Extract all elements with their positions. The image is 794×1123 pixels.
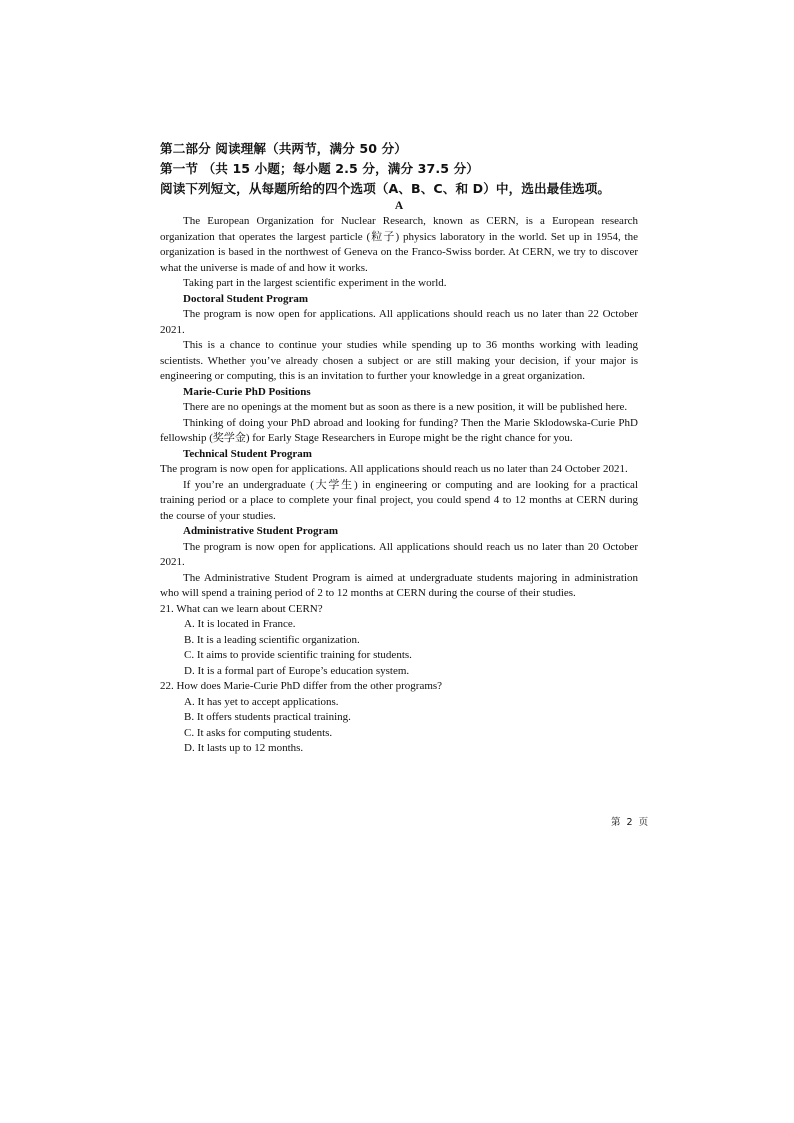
instructions: 阅读下列短文，从每题所给的四个选项（A、B、C、和 D）中，选出最佳选项。 [160,181,611,196]
doctoral-title: Doctoral Student Program [183,292,309,305]
technical-title: Technical Student Program [183,447,312,460]
administrative-paragraph-1: The program is now open for applications. All applications should reach us no later than 20 October 2021. [160,540,638,568]
part-heading: 第二部分 阅读理解（共两节，满分 50 分） [160,141,407,156]
marie-curie-paragraph-2: Thinking of doing your PhD abroad and looking for funding? Then the Marie Sklodowska-Curie PhD fellowship (奖学金) for Early Stage Researchers in Europe might be the right chance for you. [160,416,638,444]
option-c: C. It aims to provide scientific training for students. [184,649,412,661]
question-21 [160,602,638,680]
page-number: 第 2 页 [611,817,649,828]
passage-letter: A [394,200,404,212]
question-22 [160,679,638,757]
question-stem: 21. What can we learn about CERN? [160,602,323,615]
option-d: D. It is a formal part of Europe’s education system. [184,664,410,677]
option-b: B. It is a leading scientific organization. [184,633,360,646]
administrative-title: Administrative Student Program [183,525,339,537]
exam-page [160,139,638,757]
marie-curie-title: Marie-Curie PhD Positions [183,385,311,398]
question-stem: 22. How does Marie-Curie PhD differ from the other programs? [160,680,443,692]
doctoral-paragraph-2: This is a chance to continue your studies while spending up to 36 months working with leading scientists. Whether you’ve already chosen a subject or are still making your decision, if your major is engineering or computing, this is an invitation to further your knowledge in a great organization. [160,339,638,382]
marie-curie-paragraph-1: There are no openings at the moment but as soon as there is a new position, it will be published here. [183,401,628,413]
technical-paragraph-1: The program is now open for applications. All applications should reach us no later than 24 October 2021. [160,463,628,475]
option-a: A. It has yet to accept applications. [184,695,339,708]
option-d: D. It lasts up to 12 months. [184,742,304,754]
passage-intro: The European Organization for Nuclear Research, known as CERN, is a European research organization that operates the largest particle (粒子) physics laboratory in the world. Set up in 1954, the organization is based in the northwest of Geneva on the Franco-Swiss border. At CERN, we try to discover what the universe is made of and how it works. [160,215,638,274]
doctoral-paragraph-1: The program is now open for applications. All applications should reach us no later than 22 October 2021. [160,308,638,336]
option-c: C. It asks for computing students. [184,726,333,739]
administrative-paragraph-2: The Administrative Student Program is aimed at undergraduate students majoring in administration who will spend a training period of 2 to 12 months at CERN during the course of their studies. [160,571,638,599]
technical-paragraph-2: If you’re an undergraduate (大学生) in engineering or computing and are looking for a practical training period or a place to complete your final project, you could spend 4 to 12 months at CERN during the course of your studies. [160,478,638,522]
option-a: A. It is located in France. [184,618,296,630]
option-b: B. It offers students practical training. [184,711,351,723]
passage-tagline: Taking part in the largest scientific experiment in the world. [183,277,447,289]
section-heading: 第一节 （共 15 小题；每小题 2.5 分，满分 37.5 分） [160,161,479,176]
